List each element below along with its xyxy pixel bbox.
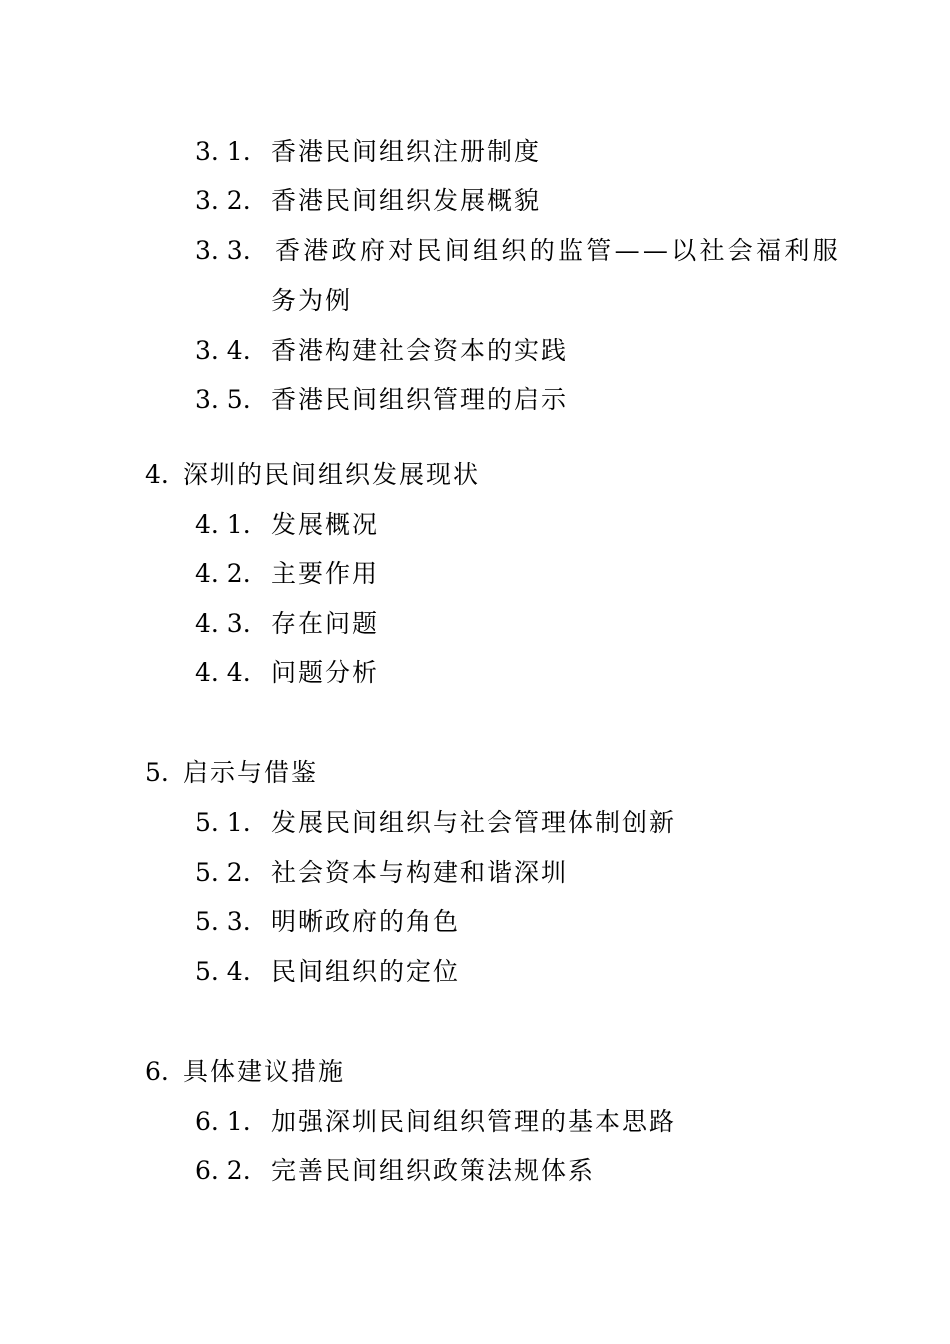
toc-title: 香港政府对民间组织的监管——以社会福利服 — [275, 236, 842, 265]
toc-title: 具体建议措施 — [183, 1057, 346, 1086]
toc-entry-3-3 — [195, 236, 841, 266]
toc-title: 明晰政府的角色 — [271, 907, 461, 936]
toc-number: 5. 1. — [195, 808, 251, 837]
toc-entry-5-2 — [195, 858, 568, 888]
toc-number: 4. 4. — [195, 658, 251, 687]
toc-title: 存在问题 — [271, 609, 380, 638]
toc-number: 5. — [145, 758, 169, 787]
toc-number: 3. 5. — [195, 385, 251, 414]
toc-chapter-5 — [145, 758, 318, 788]
toc-number: 3. 4. — [195, 336, 251, 365]
toc-chapter-6 — [145, 1057, 345, 1087]
toc-number: 5. 3. — [195, 907, 251, 936]
toc-title: 香港民间组织发展概貌 — [271, 186, 542, 215]
toc-title: 民间组织的定位 — [271, 957, 461, 986]
toc-title: 务为例 — [271, 286, 353, 315]
toc-entry-6-1 — [195, 1107, 676, 1137]
toc-number: 4. — [145, 460, 169, 489]
toc-entry-3-4 — [195, 336, 568, 366]
toc-entry-3-1 — [195, 137, 541, 167]
toc-title: 问题分析 — [271, 658, 380, 687]
toc-number: 3. 1. — [195, 137, 251, 166]
toc-title: 香港民间组织注册制度 — [271, 137, 542, 166]
toc-number: 3. 3. — [195, 236, 251, 265]
toc-title: 深圳的民间组织发展现状 — [183, 460, 481, 489]
toc-chapter-4 — [145, 460, 480, 490]
toc-title: 香港构建社会资本的实践 — [271, 336, 569, 365]
toc-title: 完善民间组织政策法规体系 — [271, 1156, 596, 1185]
toc-number: 6. 1. — [195, 1107, 251, 1136]
toc-entry-4-3 — [195, 609, 379, 639]
toc-entry-3-3-continued — [271, 286, 352, 316]
toc-title: 加强深圳民间组织管理的基本思路 — [271, 1107, 677, 1136]
toc-title: 发展概况 — [271, 510, 380, 539]
toc-number: 6. — [145, 1057, 169, 1086]
toc-title: 社会资本与构建和谐深圳 — [271, 858, 569, 887]
toc-number: 4. 2. — [195, 559, 251, 588]
toc-number: 5. 4. — [195, 957, 251, 986]
toc-entry-4-4 — [195, 658, 379, 688]
toc-title: 主要作用 — [271, 559, 380, 588]
toc-entry-3-5 — [195, 385, 568, 415]
toc-title: 香港民间组织管理的启示 — [271, 385, 569, 414]
toc-number: 4. 1. — [195, 510, 251, 539]
toc-title: 发展民间组织与社会管理体制创新 — [271, 808, 677, 837]
toc-entry-5-1 — [195, 808, 676, 838]
toc-entry-4-2 — [195, 559, 379, 589]
toc-entry-5-3 — [195, 907, 460, 937]
toc-number: 4. 3. — [195, 609, 251, 638]
toc-entry-4-1 — [195, 510, 379, 540]
toc-title: 启示与借鉴 — [183, 758, 319, 787]
toc-number: 5. 2. — [195, 858, 251, 887]
toc-entry-6-2 — [195, 1156, 595, 1186]
toc-entry-3-2 — [195, 186, 541, 216]
toc-entry-5-4 — [195, 957, 460, 987]
toc-number: 6. 2. — [195, 1156, 251, 1185]
toc-number: 3. 2. — [195, 186, 251, 215]
